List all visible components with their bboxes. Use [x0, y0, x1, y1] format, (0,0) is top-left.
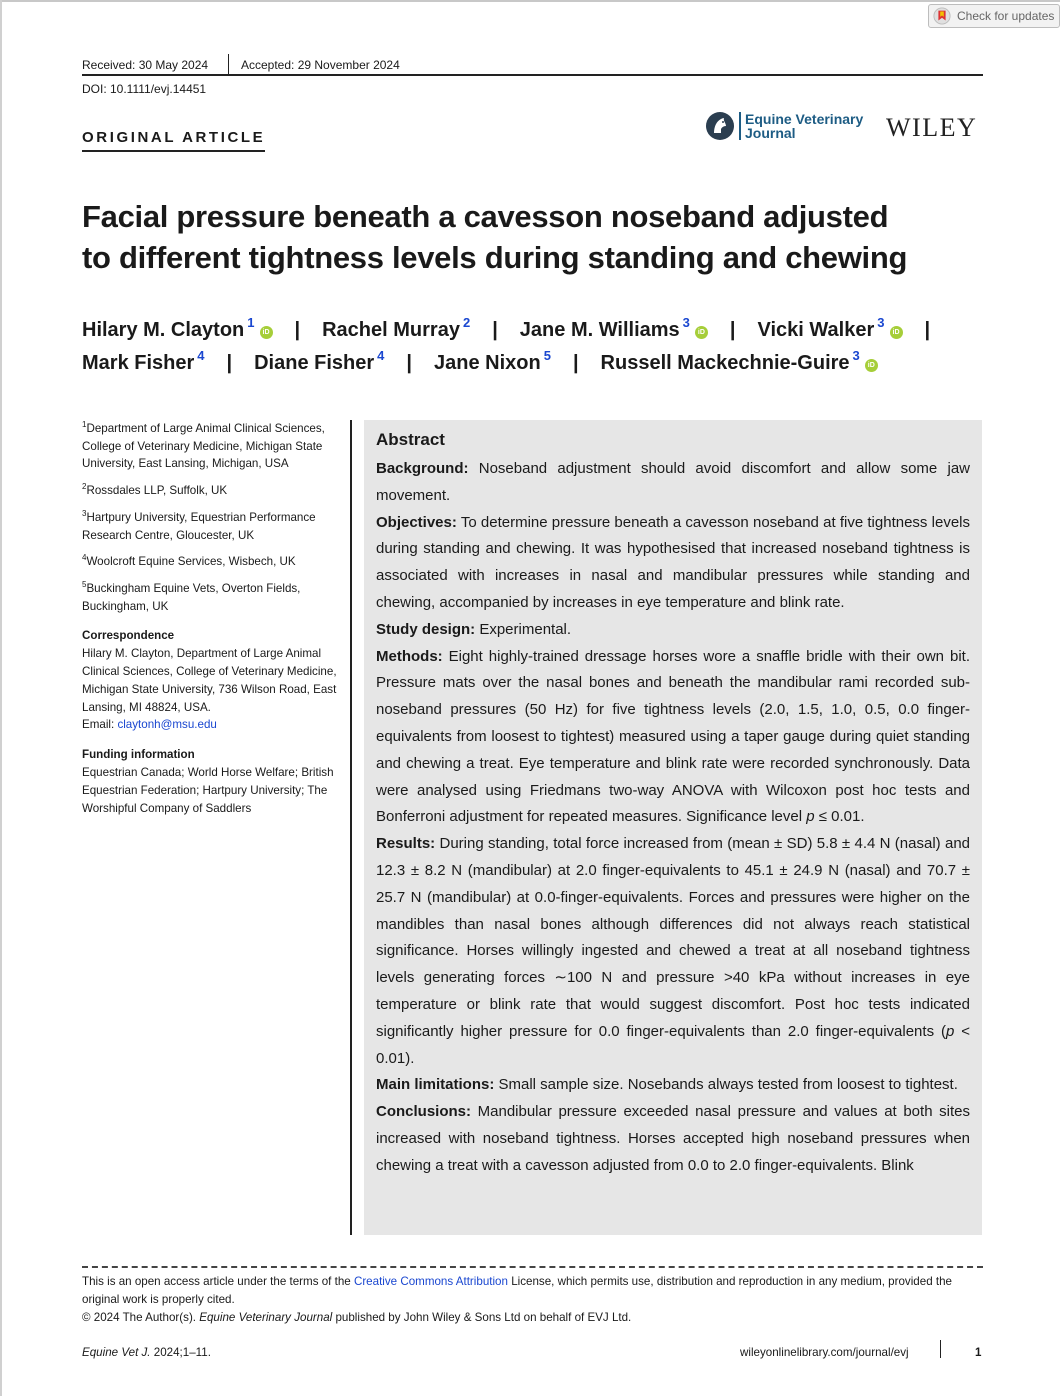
affiliation: $^3$Hartpury University, Equestrian Performance Research Centre, Gloucester, UK — [82, 508, 316, 542]
journal-name — [739, 112, 863, 140]
footer-divider — [940, 1340, 941, 1358]
orcid-icon[interactable]: iD — [890, 326, 903, 339]
abstract-heading: Abstract — [376, 430, 445, 449]
correspondence-email: Email: claytonh@msu.edu — [82, 718, 217, 732]
author-line-2 — [82, 347, 982, 380]
meta-divider — [228, 54, 229, 74]
affiliation-ref[interactable]: 5 — [543, 348, 551, 363]
author-separator: | — [729, 319, 736, 341]
title-line-1: Facial pressure beneath a cavesson noseband adjusted — [82, 199, 889, 234]
author[interactable]: Diane Fisher $^4$ — [254, 348, 385, 374]
affiliation-ref[interactable]: 4 — [377, 348, 385, 363]
title-line-2: to different tightness levels during standing and chewing — [82, 240, 908, 275]
journal-name-line1: Equine Veterinary — [745, 111, 864, 127]
email-link[interactable]: claytonh@msu.edu — [117, 718, 217, 732]
author-line-1 — [82, 314, 982, 347]
affiliation-ref[interactable]: 1 — [247, 315, 255, 330]
footnote-divider — [82, 1266, 983, 1268]
author[interactable]: Hilary M. Clayton $^1$iD — [82, 314, 273, 347]
author[interactable]: Jane M. Williams $^3$iD — [520, 314, 708, 347]
abstract-background: Background: Noseband adjustment should avoid discomfort and allow some jaw movement. — [376, 460, 970, 504]
author[interactable]: Vicki Walker $^3$iD — [758, 314, 903, 347]
author-separator: | — [226, 352, 233, 374]
license-note — [82, 1273, 982, 1327]
correspondence-text: Hilary M. Clayton, Department of Large Animal Clinical Sciences, College of Veterinary Medicine, Michigan State University, 736 Wilson Road, East Lansing, MI 48824, USA. — [82, 647, 337, 714]
funding-text: Equestrian Canada; World Horse Welfare; British Equestrian Federation; Hartpury University; The Worshipful Company of Saddlers — [82, 766, 334, 815]
funding-heading: Funding information — [82, 748, 195, 762]
check-updates-icon — [933, 7, 951, 25]
author-separator: | — [924, 319, 931, 341]
author[interactable]: Jane Nixon $^5$ — [434, 348, 551, 374]
doi[interactable]: DOI: 10.1111/evj.14451 — [82, 82, 207, 96]
affiliation: $^4$Woolcroft Equine Services, Wisbech, UK — [82, 553, 296, 569]
author-separator: | — [294, 319, 301, 341]
orcid-icon[interactable]: iD — [695, 326, 708, 339]
journal-website-link[interactable]: wileyonlinelibrary.com/journal/evj — [740, 1346, 909, 1359]
affiliation-ref[interactable]: 2 — [462, 315, 471, 330]
top-border — [0, 0, 1060, 2]
journal-logo — [705, 111, 863, 141]
journal-horse-icon — [705, 111, 735, 141]
abstract-box — [364, 420, 982, 1235]
citation: Equine Vet J. 2024;1–11. — [82, 1346, 211, 1359]
column-divider — [350, 420, 352, 1235]
affiliation: $^2$Rossdales LLP, Suffolk, UK — [82, 482, 228, 498]
accepted-date: Accepted: 29 November 2024 — [241, 58, 400, 72]
header-rule — [82, 74, 983, 76]
article-type: ORIGINAL ARTICLE — [82, 129, 265, 152]
abstract-objectives: Objectives: To determine pressure beneath a cavesson noseband at five tightness levels during standing and chewing. It was hypothesised that increased noseband tightness is associated with increases in nasal and mandibular pressures while standing and chewing, accompanied by increases in eye temperature and blink rate. — [376, 513, 970, 611]
check-for-updates-label: Check for updates — [957, 9, 1055, 23]
copyright-text: © 2024 The Author(s). Equine Veterinary Journal published by John Wiley & Sons Ltd on behalf of EVJ Ltd. — [82, 1311, 632, 1324]
affiliation: $^1$Department of Large Animal Clinical Sciences, College of Veterinary Medicine, Michigan State University, East Lansing, Michigan, USA — [82, 420, 325, 471]
correspondence-heading: Correspondence — [82, 629, 175, 643]
abstract-methods: Methods: Eight highly-trained dressage horses wore a snaffle bridle with their own bit. Pressure mats over the nasal bones and beneath the mandibular rami recorded sub-noseband pressures (50 Hz) for five tightness levels (2.0, 1.5, 1.0, 0.5, 0.0 finger-equivalents from loosest to tightest) measured using a taper gauge during quiet standing and chewing a treat. Eye temperature and blink rate were recorded synchronously. Data were analysed using Friedmans two-way ANOVA with Wilcoxon post hoc tests and Bonferroni adjustment for repeated measures. Significance level p ≤ 0.01. — [376, 647, 970, 826]
abstract-body — [376, 456, 970, 1180]
author-separator: | — [572, 352, 579, 374]
affiliation-ref[interactable]: 3 — [852, 348, 860, 363]
abstract-limitations: Main limitations: Small sample size. Nosebands always tested from loosest to tightest. — [376, 1076, 958, 1094]
left-border — [0, 0, 2, 1396]
author-separator: | — [492, 319, 498, 341]
author-list — [82, 314, 982, 380]
orcid-icon[interactable]: iD — [865, 359, 878, 372]
author-separator: | — [406, 352, 412, 374]
publisher-logo: WILEY — [886, 113, 978, 142]
abstract-results: Results: During standing, total force increased from (mean ± SD) 5.8 ± 4.4 N (nasal) and 12.3 ± 8.2 N (mandibular) at 2.0 finger-equivalents to 45.1 ± 24.9 N (nasal) and 70.7 ± 25.7 N (mandibular) at 0.0-finger-equivalents. Forces and pressures were higher on the mandibles than nasal bones although differences did not always reach statistical significance. Horses willingly ingested and chewed a treat at all noseband tightness levels generating forces ∼100 N and pressure >40 kPa without increases in eye temperature or blink rate that would suggest discomfort. Post hoc tests indicated significantly higher pressure for 0.0 finger-equivalents than 2.0 finger-equivalents (p < 0.01). — [376, 835, 970, 1067]
affiliation: $^5$Buckingham Equine Vets, Overton Fields, Buckingham, UK — [82, 580, 301, 613]
affiliations-column — [82, 416, 340, 817]
journal-name-line2: Journal — [745, 125, 796, 141]
abstract-design: Study design: Experimental. — [376, 620, 572, 638]
check-for-updates-button[interactable] — [928, 4, 1060, 28]
received-date: Received: 30 May 2024 — [82, 58, 209, 72]
orcid-icon[interactable]: iD — [260, 326, 273, 339]
author[interactable]: Russell Mackechnie-Guire $^3$iD — [601, 347, 878, 380]
page-number: 1 — [975, 1346, 982, 1359]
abstract-conclusions: Conclusions: Mandibular pressure exceeded nasal pressure and values at both sites increased with noseband tightness. Horses accepted high noseband pressures when chewing a treat with a cavesson adjusted from 0.0 to 2.0 finger-equivalents. Blink — [376, 1103, 970, 1174]
article-title — [82, 196, 962, 278]
author[interactable]: Rachel Murray $^2$ — [322, 315, 471, 341]
license-text: This is an open access article under the terms of the Creative Commons Attribution License, which permits use, distribution and reproduction in any medium, provided the original work is properly cited. — [82, 1275, 952, 1306]
cc-license-link[interactable]: Creative Commons Attribution — [353, 1275, 508, 1288]
author[interactable]: Mark Fisher $^4$ — [82, 348, 205, 374]
affiliation-ref[interactable]: 3 — [682, 315, 690, 330]
affiliation-ref[interactable]: 4 — [197, 348, 205, 363]
affiliation-ref[interactable]: 3 — [877, 315, 885, 330]
